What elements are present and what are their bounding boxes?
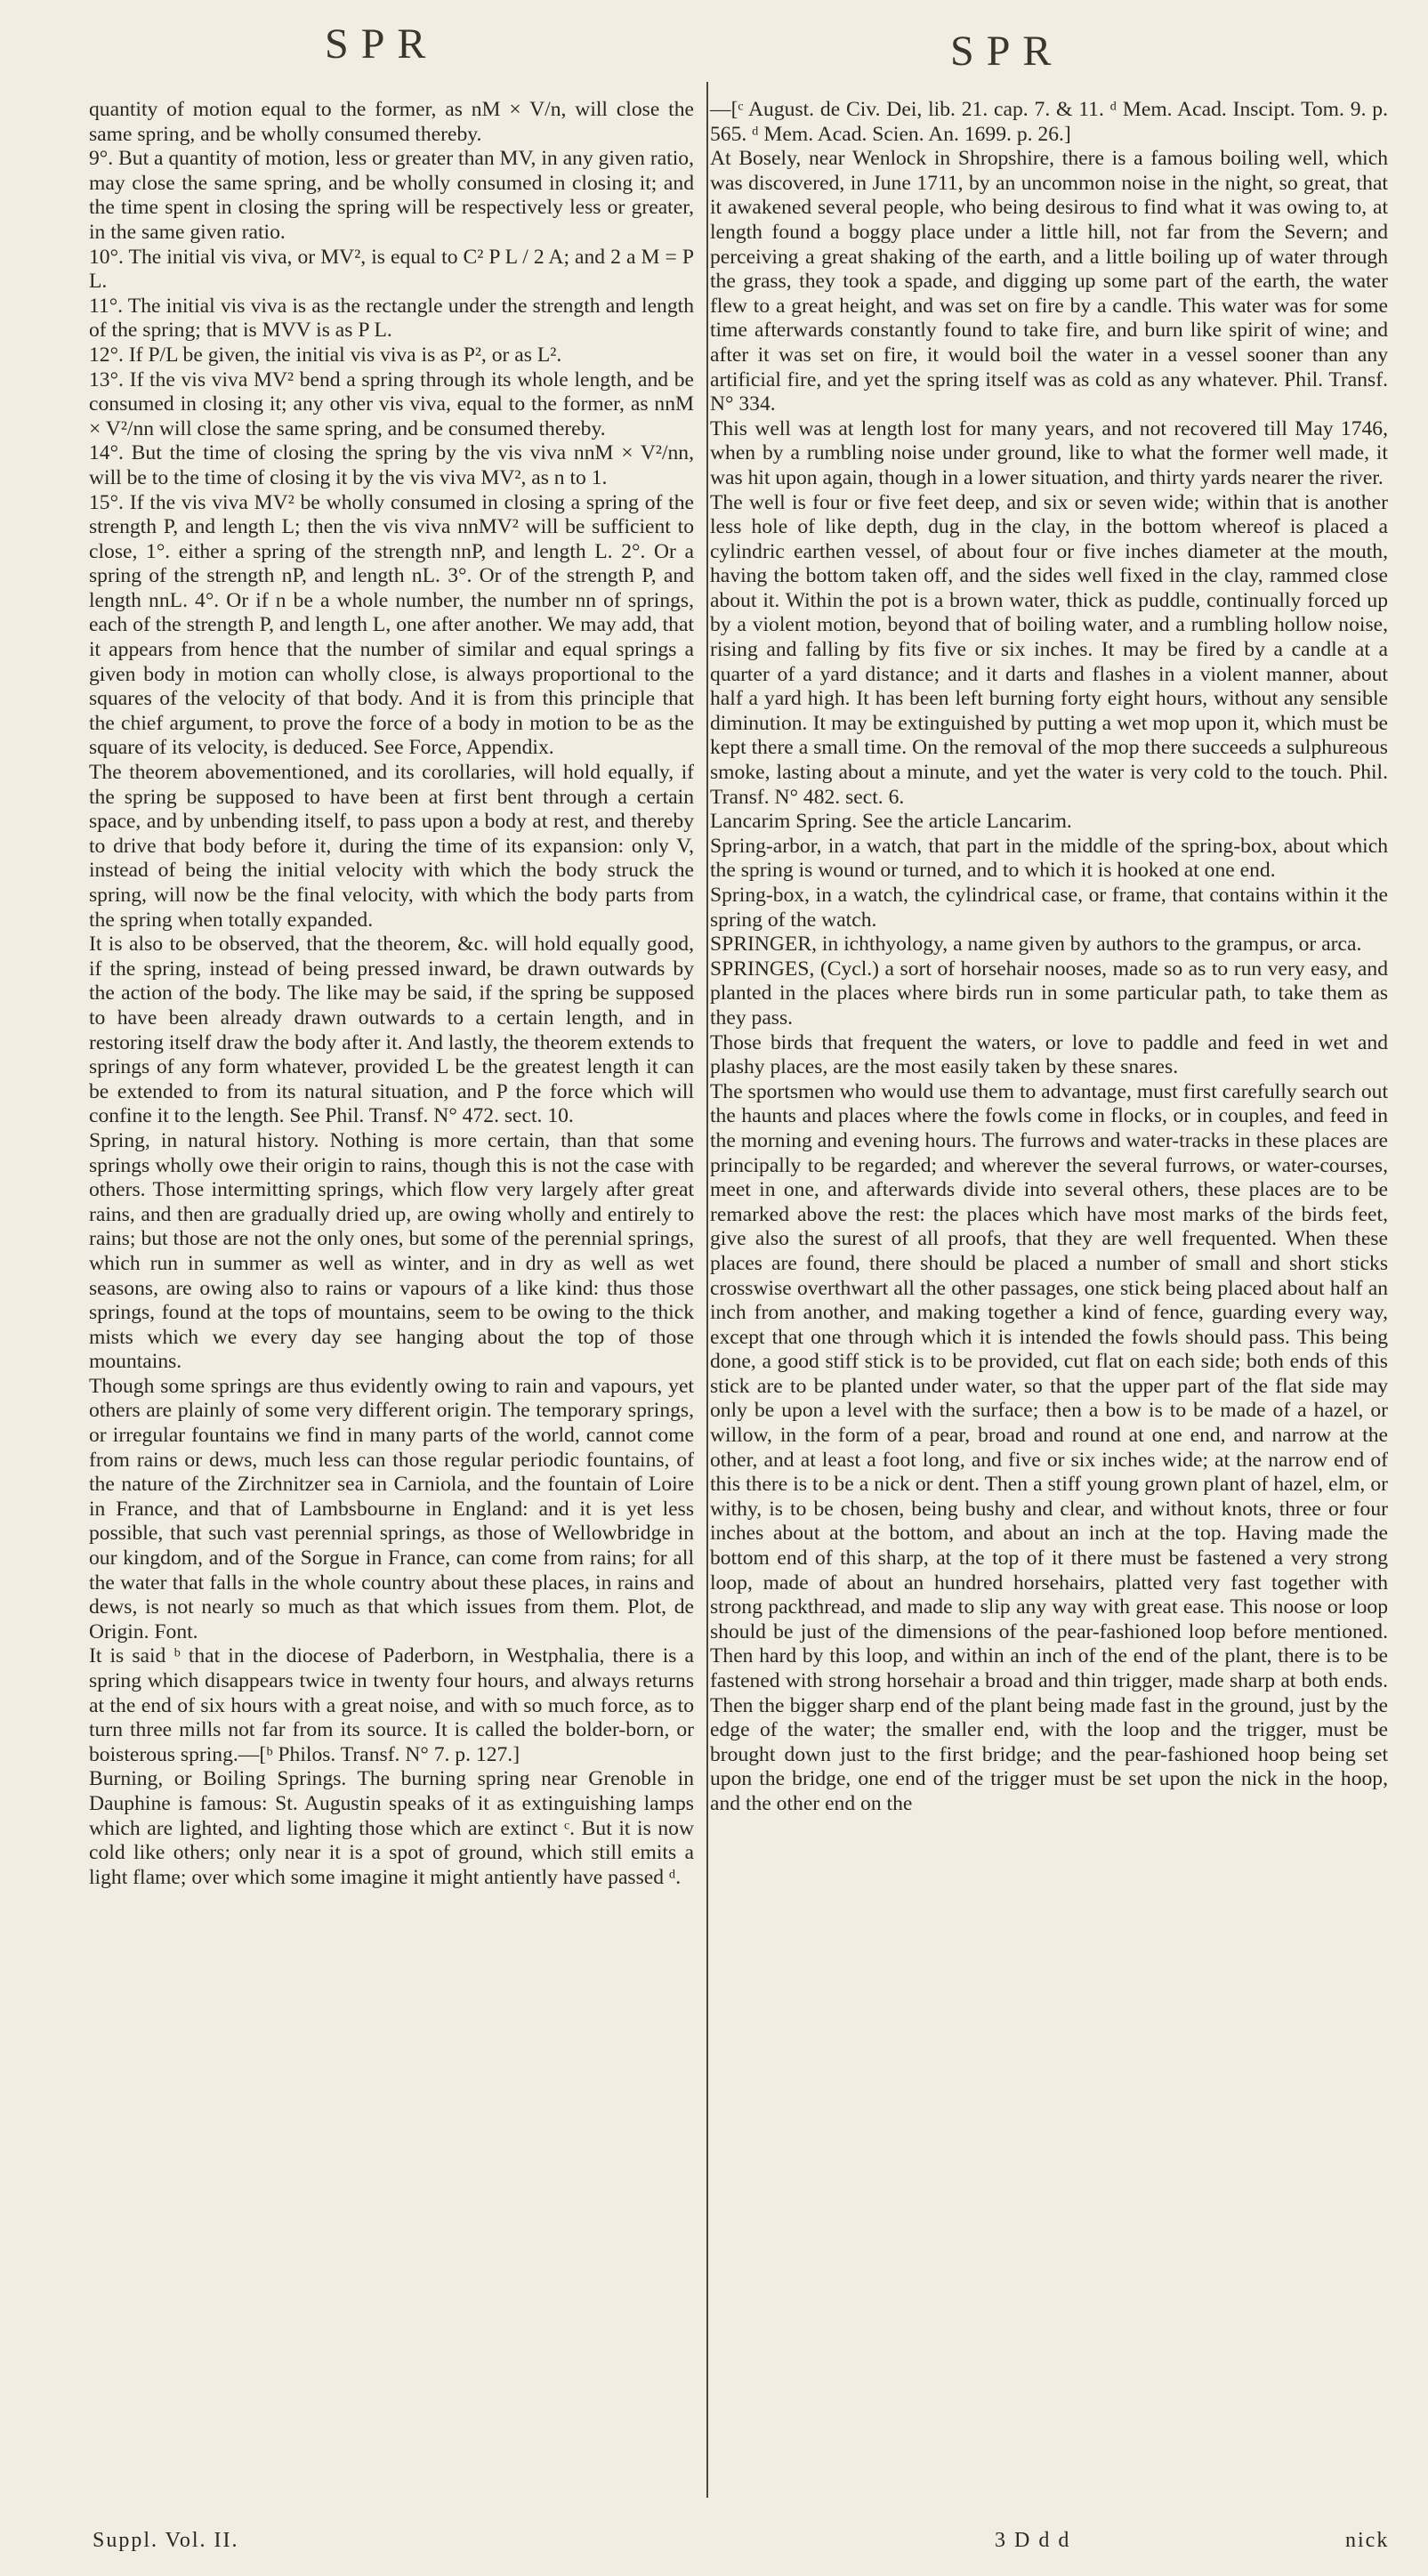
footnote-citation: —[ᶜ August. de Civ. Dei, lib. 21. cap. 7. & 11. ᵈ Mem. Acad. Inscipt. Tom. 9. p. 565. ᵈ Mem. Acad. Scien. An. 1699. p. 26.] (710, 98, 1388, 146)
running-head-left: SPR (325, 20, 439, 68)
paragraph: At Bosely, near Wenlock in Shropshire, there is a famous boiling well, which was discovered, in June 1711, by an uncommon noise in the night, so great, that it awakened several people, who being desirous to find what it was owing to, at length found a boggy place under a little hill, not far from the Severn; and perceiving a great shaking of the earth, and a little boiling up of water through the grass, they took a spade, and digging up some part of the earth, the water flew to a great height, and was set on fire by a candle. This water was for some time afterwards constantly found to take fire, and burn like spirit of wine; and after it was set on fire, it would boil the water in a vessel sooner than any artificial fire, and yet the spring itself was as cold as any whatever. Phil. Transf. N° 334. (710, 147, 1388, 416)
paragraph: 10°. The initial vis viva, or MV², is equal to C² P L / 2 A; and 2 a M = P L. (89, 245, 694, 294)
paragraph: Those birds that frequent the waters, or love to paddle and feed in wet and plashy places, are the most easily taken by these snares. (710, 1030, 1388, 1079)
paragraph: It is said ᵇ that in the diocese of Paderborn, in Westphalia, there is a spring which disappears twice in twenty four hours, and always returns at the end of six hours with a great noise, and with so much force, as to turn three mills not far from its source. It is called the bolder-born, or boisterous spring.—[ᵇ Philos. Transf. N° 7. p. 127.] (89, 1644, 694, 1766)
catchword: nick (1345, 2529, 1390, 2552)
paragraph: 11°. The initial vis viva is as the rectangle under the strength and length of the spring; that is MVV is as P L. (89, 294, 694, 343)
entry-burning-springs: Burning, or Boiling Springs. The burning spring near Grenoble in Dauphine is famous: St. Augustin speaks of it as extinguishing lamps which are lighted, and lighting those which are extinct ᶜ. But it is now cold like others; only near it is a spot of ground, which still emits a light flame; over which some imagine it might antiently have passed ᵈ. (89, 1767, 694, 1889)
running-head-right: SPR (950, 28, 1064, 75)
paragraph: The sportsmen who would use them to advantage, must first carefully search out the haunts and places where the fowls come in flocks, or in couples, and feed in the morning and evening hours. The furrows and water-tracks in these places are principally to be regarded; and wherever the several furrows, or water-courses, meet in one, and afterwards divide into several others, these places are to be remarked above the rest: the places which have most marks of the birds feet, give also the surest of all proofs, that they are well frequented. When these places are found, there should be placed a number of small and short sticks crosswise overthwart all the other passages, one stick being placed about half an inch from another, and making together a kind of fence, guarding every way, except that one through which it is intended the fowls should pass. This being done, a good stiff stick is to be provided, cut flat on each side; both ends of this stick are to be planted under water, so that the upper part of the flat side may only be upon a level with the surface; then a bow is to be made of a hazel, or willow, in the form of a pear, broad and round at one end, and narrow at the other, and at least a foot long, and five or six inches wide; at the narrow end of this there is to be a nick or dent. Then a stiff young grown plant of hazel, elm, or withy, is to be chosen, being bushy and clear, and without knots, three or four inches about at the bottom, and about an inch at the top. Having made the bottom end of this sharp, at the top of it there must be fastened a very strong loop, made of about an hundred horsehairs, platted very fast together with strong packthread, and made to slip any way with great ease. This noose or loop should be just of the dimensions of the pear-fashioned loop before mentioned. Then hard by this loop, and within an inch of the end of the plant, there is to be fastened with strong horsehair a broad and thin trigger, made sharp at both ends. Then the bigger sharp end of the plant being made fast in the ground, just by the edge of the water; the smaller end, with the loop and the trigger, must be brought down just to the first bridge; and the pear-fashioned hoop being set upon the bridge, one end of the trigger must be set upon the nick in the hoop, and the other end on the (710, 1079, 1388, 1815)
paragraph: This well was at length lost for many years, and not recovered till May 1746, when by a rumbling noise under ground, like to what the former well made, it was hit upon again, though in a lower situation, and thirty yards nearer the river. (710, 416, 1388, 489)
entry-springer: SPRINGER, in ichthyology, a name given by authors to the grampus, or arca. (710, 933, 1362, 957)
entry-spring-box: Spring-box, in a watch, the cylindrical case, or frame, that contains within it the spring of the watch. (710, 884, 1388, 932)
entry-spring-natural-history: Spring, in natural history. Nothing is more certain, than that some springs wholly owe their origin to rains, though this is not the case with others. Those intermitting springs, which flow very largely after great rains, and then are gradually dried up, are owing wholly and entirely to rains; but those are not the only ones, but some of the perennial springs, which run in summer as well as winter, and in dry as well as wet seasons, are owing also to rains or vapours of a like kind: thus those springs, found at the tops of mountains, seem to be owing to the thick mists which we every day see hanging about the top of those mountains. (89, 1128, 694, 1374)
column-divider (706, 82, 708, 2498)
paragraph: The theorem abovementioned, and its corollaries, will hold equally, if the spring be supposed to have been at first bent through a certain space, and by unbending itself, to pass upon a body at rest, and thereby to drive that body before it, during the time of its expansion: only V, instead of being the initial velocity with which the body struck the spring, will now be the final velocity, with which the body parts from the spring when totally expanded. (89, 761, 694, 932)
paragraph: The well is four or five feet deep, and six or seven wide; within that is another less hole of like depth, dug in the clay, in the bottom whereof is placed a cylindric earthen vessel, of about four or five inches diameter at the mouth, having the bottom taken off, and the sides well fixed in the clay, rammed close about it. Within the pot is a brown water, thick as puddle, continually forced up by a violent motion, beyond that of boiling water, and a rumbling hollow noise, rising and falling by fits five or six inches. It may be fired by a candle at a quarter of a yard distance; and it darts and flashes in a violent manner, about half a yard high. It has been left burning forty eight hours, without any sensible diminution. It may be extinguished by putting a wet mop upon it, which must be kept there a small time. On the removal of the mop there succeeds a sulphureous smoke, lasting about a minute, and yet the water is very cold to the touch. Phil. Transf. N° 482. sect. 6. (710, 490, 1388, 809)
paragraph: 12°. If P/L be given, the initial vis viva is as P², or as L². (89, 343, 562, 367)
paragraph: It is also to be observed, that the theorem, &c. will hold equally good, if the spring, instead of being pressed inward, be drawn outwards by the action of the body. The like may be said, if the spring be supposed to have been already drawn outwards to a certain length, and in restoring itself draw the body after it. And lastly, the theorem extends to springs of any form whatever, provided L be the greatest length it can be extended to from its natural situation, and P the force which will confine it to the length. See Phil. Transf. N° 472. sect. 10. (89, 933, 694, 1128)
entry-spring-arbor: Spring-arbor, in a watch, that part in the middle of the spring-box, about which the spring is wound or turned, and to which it is hooked at one end. (710, 834, 1388, 883)
paragraph: quantity of motion equal to the former, as nM × V/n, will close the same spring, and be wholly consumed thereby. (89, 98, 694, 146)
volume-footer: Suppl. Vol. II. (93, 2529, 239, 2552)
right-column (710, 98, 1388, 1817)
entry-lancarim-spring: Lancarim Spring. See the article Lancarim. (710, 810, 1072, 834)
entry-springes: SPRINGES, (Cycl.) a sort of horsehair nooses, made so as to run very easy, and planted in the places where birds run in some particular path, to take them as they pass. (710, 957, 1388, 1030)
signature-mark: 3 D d d (995, 2529, 1071, 2552)
paragraph: 13°. If the vis viva MV² bend a spring through its whole length, and be consumed in closing it; any other vis viva, equal to the former, as nnM × V²/nn will close the same spring, and be consumed thereby. (89, 367, 694, 440)
left-column (89, 98, 694, 1890)
paragraph: 9°. But a quantity of motion, less or greater than MV, in any given ratio, may close the same spring, and be wholly consumed in closing it; and the time spent in closing the spring will be respectively less or greater, in the same given ratio. (89, 147, 694, 244)
paragraph: 14°. But the time of closing the spring by the vis viva nnM × V²/nn, will be to the time of closing it by the vis viva MV², as n to 1. (89, 441, 694, 489)
paragraph: Though some springs are thus evidently owing to rain and vapours, yet others are plainly of some very different origin. The temporary springs, or irregular fountains we find in many parts of the world, cannot come from rains or dews, much less can those regular periodic fountains, of the nature of the Zirchnitzer sea in Carniola, and the fountain of Loire in France, and that of Lambsbourne in England: and it is yet less possible, that such vast perennial springs, as those of Wellowbridge in our kingdom, and of the Sorgue in France, can come from rains; for all the water that falls in the whole country about these places, in rains and dews, is not nearly so much as that which issues from them. Plot, de Origin. Font. (89, 1374, 694, 1643)
paragraph: 15°. If the vis viva MV² be wholly consumed in closing a spring of the strength P, and length L; then the vis viva nnMV² will be sufficient to close, 1°. either a spring of the strength nnP, and length L. 2°. Or a spring of the strength nP, and length nL. 3°. Or of the strength P, and length nnL. 4°. Or if n be a whole number, the number nn of springs, each of the strength P, and length L, one after another. We may add, that it appears from hence that the number of similar and equal springs a given body in motion can wholly close, is always proportional to the squares of the velocity of that body. And it is from this principle that the chief argument, to prove the force of a body in motion to be as the square of its velocity, is deduced. See Force, Appendix. (89, 490, 694, 760)
